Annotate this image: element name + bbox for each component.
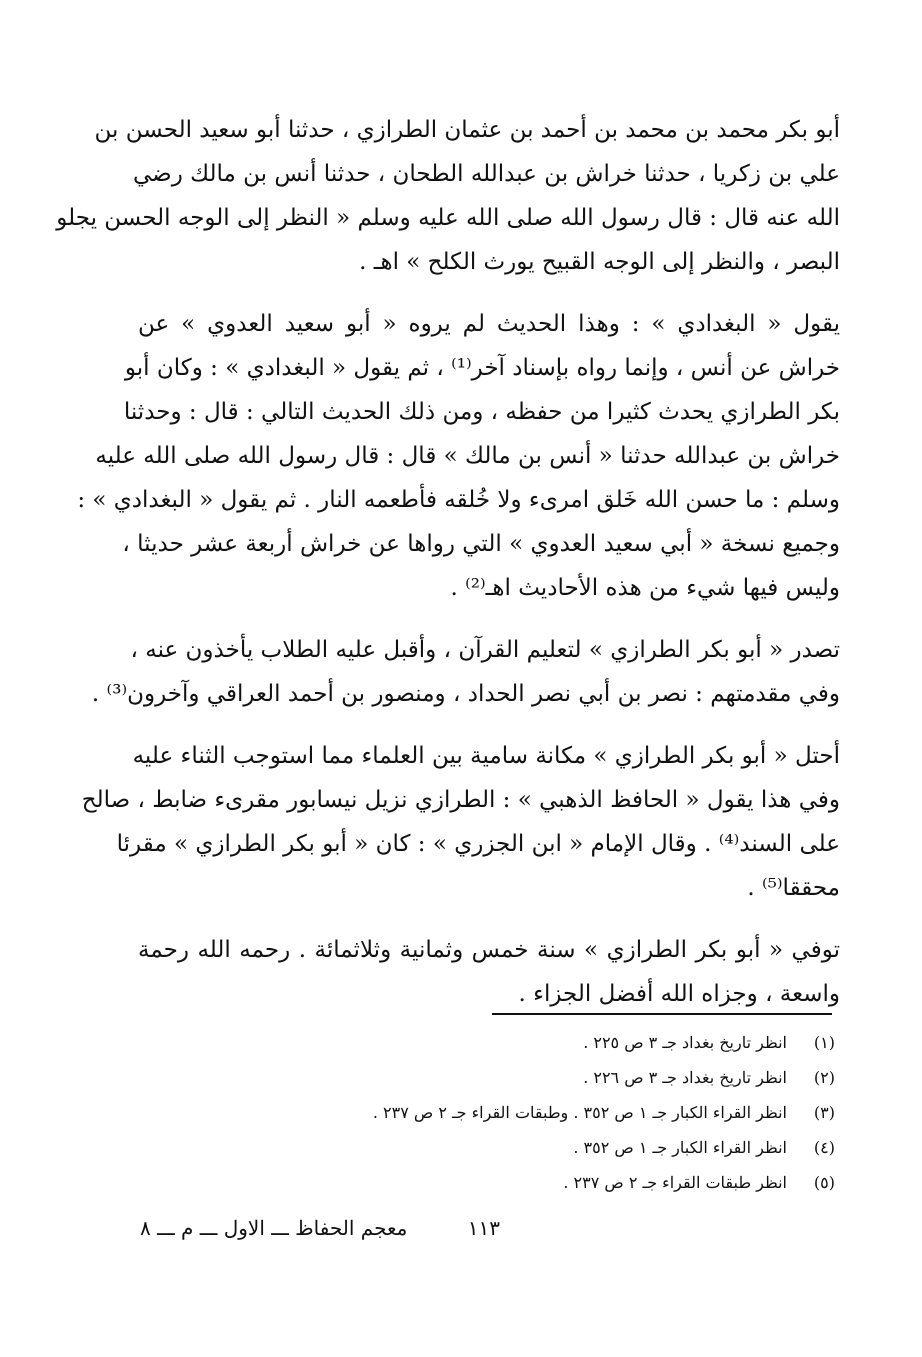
footnote-number: (٥) (813, 1173, 835, 1192)
paragraph-3 (91, 628, 840, 716)
page-footer (140, 1212, 500, 1244)
text-line: توفي « أبو بكر الطرازي » سنة خمس وثمانية وثلاثمائة . رحمه الله رحمة (138, 937, 840, 963)
text-line: خراش بن عبدالله حدثنا « أنس بن مالك » قال : قال رسول الله صلى الله عليه (95, 443, 840, 469)
text-line: وجميع نسخة « أبي سعيد العدوي » التي رواها عن خراش أربعة عشر حديثا ، (122, 531, 840, 557)
footnote-text: انظر تاريخ بغداد جـ ٣ ص ٢٢٥ . (583, 1033, 787, 1052)
text-line: خراش عن أنس ، وإنما رواه بإسناد آخر⁽¹⁾ ، ثم يقول « البغدادي » : وكان أبو (124, 355, 840, 381)
footnote-number: (٢) (813, 1068, 835, 1087)
text-line: محققا⁽⁵⁾ . (747, 875, 840, 901)
text-line: يقول « البغدادي » : وهذا الحديث لم يروه « أبو سعيد العدوي » عن (138, 311, 840, 337)
footnote (330, 1060, 835, 1095)
footnote-text: انظر القراء الكبار جـ ١ ص ٣٥٢ . وطبقات القراء جـ ٢ ص ٢٣٧ . (372, 1103, 787, 1122)
text-line: واسعة ، وجزاه الله أفضل الجزاء . (518, 981, 840, 1007)
text-line: وسلم : ما حسن الله خَلق امرىء ولا خُلقه فأطعمه النار . ثم يقول « البغدادي » : (77, 487, 840, 513)
footnote (330, 1165, 835, 1200)
text-line: بكر الطرازي يحدث كثيرا من حفظه ، ومن ذلك الحديث التالي : قال : وحدثنا (123, 399, 840, 425)
paragraph-5 (138, 928, 840, 1016)
footnote-text: انظر القراء الكبار جـ ١ ص ٣٥٢ . (573, 1138, 787, 1157)
page-number: ١١٣ (467, 1216, 500, 1240)
text-line: على السند⁽⁴⁾ . وقال الإمام « ابن الجزري » : كان « أبو بكر الطرازي » مقرئا (116, 831, 840, 857)
text-line: البصر ، والنظر إلى الوجه القبيح يورث الكلح » اهـ . (359, 249, 840, 275)
text-line: أحتل « أبو بكر الطرازي » مكانة سامية بين العلماء مما استوجب الثناء عليه (132, 743, 840, 769)
footnote (330, 1130, 835, 1165)
book-signature: معجم الحفاظ ـــ الاول ـــ م ـــ ٨ (140, 1216, 408, 1240)
paragraph-4 (81, 734, 840, 910)
paragraph-1 (56, 108, 840, 284)
paragraph-gap (138, 610, 840, 628)
footnote-number: (٤) (813, 1138, 835, 1157)
paragraph-gap (138, 910, 840, 928)
footnote-text: انظر تاريخ بغداد جـ ٣ ص ٢٢٦ . (583, 1068, 787, 1087)
footnote-separator (492, 1013, 832, 1015)
footnote-number: (٣) (813, 1103, 835, 1122)
paragraph-gap (138, 284, 840, 302)
text-line: وفي هذا يقول « الحافظ الذهبي » : الطرازي نزيل نيسابور مقرىء ضابط ، صالح (81, 787, 840, 813)
main-text (56, 108, 840, 1016)
paragraph-2 (77, 302, 840, 610)
text-line: الله عنه قال : قال رسول الله صلى الله عليه وسلم « النظر إلى الوجه الحسن يجلو (56, 205, 840, 231)
text-line: أبو بكر محمد بن محمد بن أحمد بن عثمان الطرازي ، حدثنا أبو سعيد الحسن بن (94, 117, 840, 143)
footnote-text: انظر طبقات القراء جـ ٢ ص ٢٣٧ . (563, 1173, 787, 1192)
text-line: وليس فيها شيء من هذه الأحاديث اهـ⁽²⁾ . (450, 575, 840, 601)
footnote-number: (١) (813, 1033, 835, 1052)
footnote (330, 1095, 835, 1130)
footnotes (330, 1025, 835, 1200)
text-line: وفي مقدمتهم : نصر بن أبي نصر الحداد ، ومنصور بن أحمد العراقي وآخرون⁽³⁾ . (91, 681, 840, 707)
paragraph-gap (138, 716, 840, 734)
text-line: علي بن زكريا ، حدثنا خراش بن عبدالله الطحان ، حدثنا أنس بن مالك رضي (133, 161, 840, 187)
footnote (330, 1025, 835, 1060)
text-line: تصدر « أبو بكر الطرازي » لتعليم القرآن ، وأقبل عليه الطلاب يأخذون عنه ، (130, 637, 840, 663)
